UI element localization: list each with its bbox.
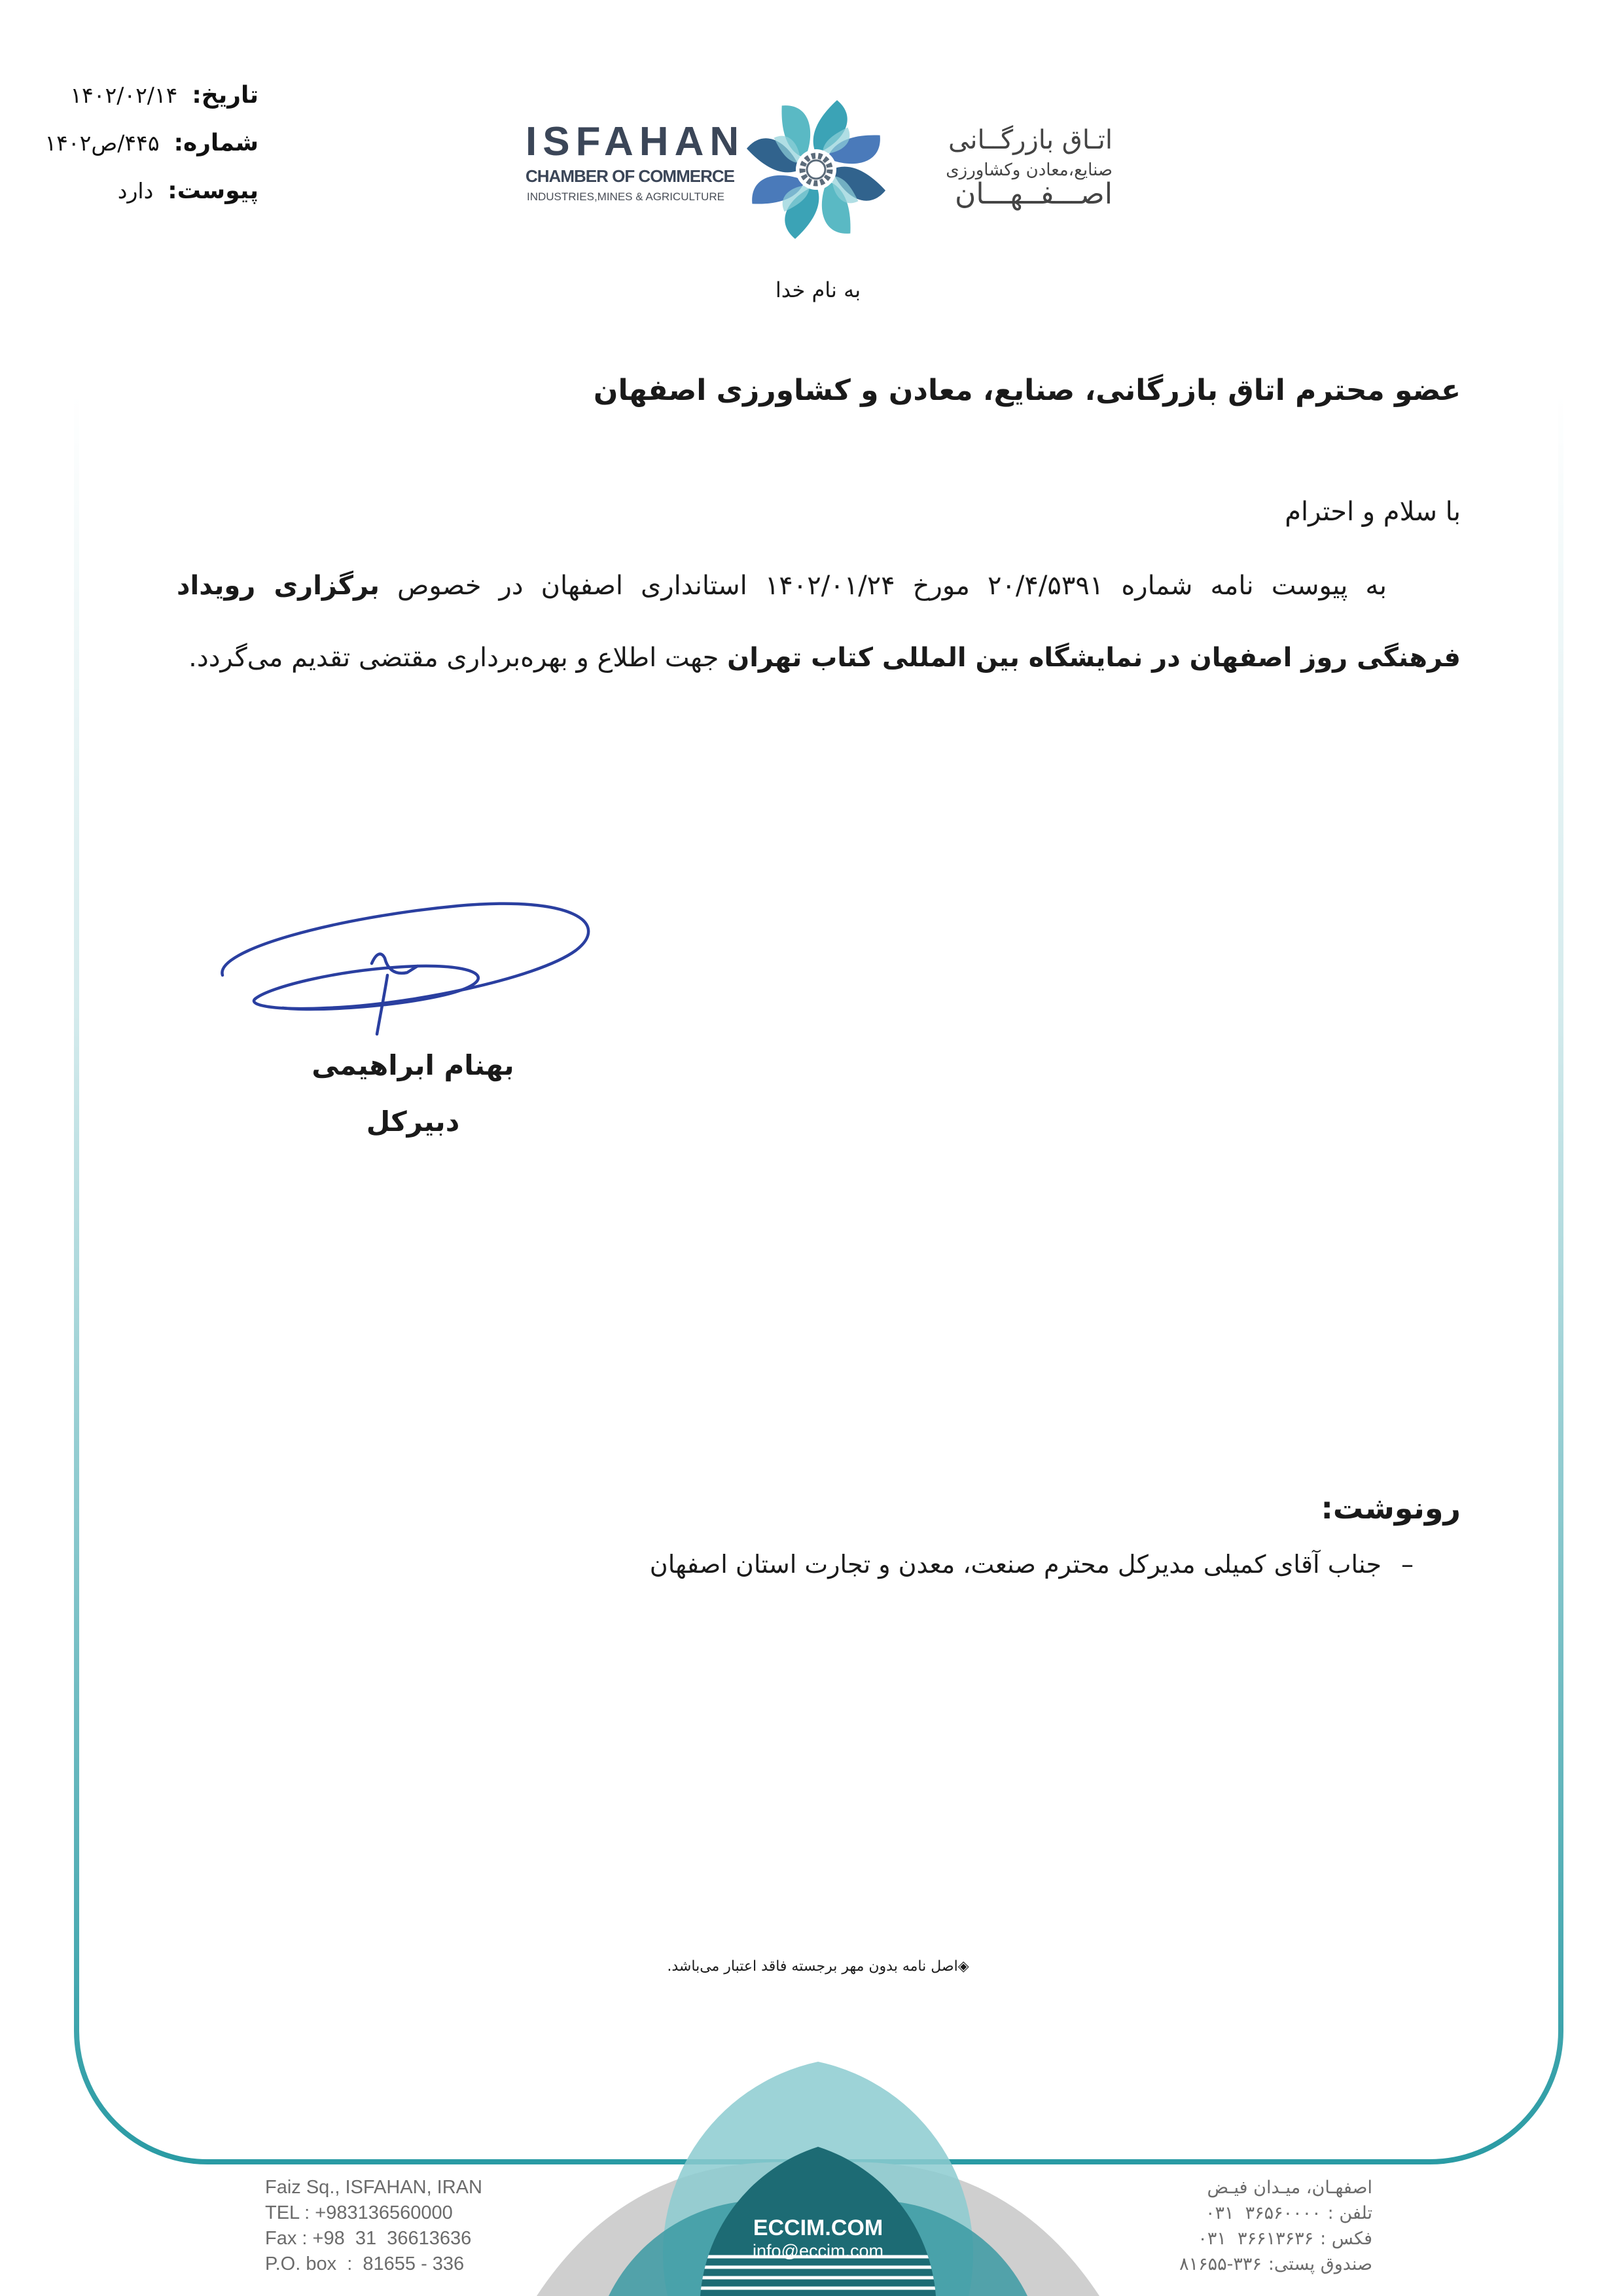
footer-website: ECCIM.COM — [753, 2215, 883, 2240]
footer-fa-phone-row — [1097, 2200, 1372, 2226]
basmala: به نام خدا — [775, 278, 861, 302]
signature-inner-loop — [255, 966, 478, 1009]
attachment-value: دارد — [117, 178, 154, 204]
cc-bullet: – — [1401, 1550, 1414, 1579]
date-label: تاریخ: — [192, 82, 259, 109]
footer-address-fa — [1097, 2175, 1372, 2277]
date-value: ۱۴۰۲/۰۲/۱۴ — [70, 82, 178, 108]
signature-hook — [372, 954, 418, 973]
body-line-2-text: جهت اطلاع و بهره‌برداری مقتضی تقدیم می‌گردد. — [188, 643, 719, 673]
body-line-1-bold: برگزاری رویداد — [177, 571, 380, 601]
addressee: عضو محترم اتاق بازرگانی، صنایع، معادن و کشاورزی اصفهان — [593, 374, 1461, 407]
signature-outer-loop — [222, 904, 588, 1009]
body-line-2-bold: فرهنگی روز اصفهان در نمایشگاه بین المللی کتاب تهران — [727, 643, 1461, 673]
body-line-1-text: به پیوست نامه شماره ۲۰/۴/۵۳۹۱ مورخ ۱۴۰۲/۰۱/۲۴ استانداری اصفهان در خصوص — [397, 571, 1387, 601]
number-value: ۴۴۵/ص۱۴۰۲ — [45, 130, 160, 156]
footer-fa-address: اصفهـان، میـدان فیـض — [1207, 2178, 1372, 2198]
footer-en-tel: TEL : +983136560000 — [265, 2202, 453, 2223]
body-line-1 — [177, 566, 1387, 605]
footer-fa-phone: ۰۳۱ ۳۶۵۶۰۰۰۰ — [1205, 2203, 1321, 2223]
body-line-2 — [158, 638, 1461, 677]
footer-en-address: Faiz Sq., ISFAHAN, IRAN — [265, 2177, 482, 2198]
footer-fa-pobox-row — [1097, 2251, 1372, 2277]
handwritten-signature — [209, 877, 628, 1060]
footer-fa-pobox-label: صندوق پستی: — [1268, 2254, 1372, 2274]
footer-fa-fax: ۰۳۱ ۳۶۶۱۳۶۳۶ — [1198, 2229, 1314, 2249]
footer-fa-phone-label: تلفن : — [1327, 2203, 1372, 2223]
logo-fa-subtitle: صنایع،معادن وکشاورزی — [946, 160, 1113, 180]
greeting: با سلام و احترام — [1285, 497, 1461, 527]
footer-fa-address-row — [1097, 2175, 1372, 2200]
logo-fa-city: اصـــفــهـــان — [955, 177, 1113, 211]
cc-item-text: جناب آقای کمیلی مدیرکل محترم صنعت، معدن و تجارت استان اصفهان — [649, 1550, 1382, 1579]
footer-fa-fax-label: فکس : — [1320, 2229, 1372, 2249]
signer-name: بهنام ابراهیمی — [312, 1049, 514, 1081]
signer-title: دبیرکل — [366, 1105, 460, 1138]
cc-list-item — [650, 1546, 1414, 1583]
footer-fa-fax-row — [1097, 2226, 1372, 2251]
footer-fa-pobox: ۸۱۶۵۵-۳۳۶ — [1179, 2254, 1262, 2274]
attachment-label: پیوست: — [168, 177, 259, 204]
footer-address-en — [265, 2175, 540, 2277]
logo-en-tagline: INDUSTRIES,MINES & AGRICULTURE — [527, 190, 724, 203]
footer-en-fax: Fax : +98 31 36613636 — [265, 2228, 472, 2249]
number-row — [26, 119, 259, 167]
number-label: شماره: — [173, 130, 259, 156]
logo-en-subtitle: CHAMBER OF COMMERCE — [526, 166, 734, 186]
logo-fa-title: اتـاق بازرگــانی — [948, 125, 1113, 155]
gear-hub — [807, 160, 825, 179]
cc-heading: رونوشت: — [1321, 1490, 1461, 1526]
date-row — [26, 71, 259, 119]
chamber-emblem-icon — [744, 98, 888, 242]
seal-validity-note: ◈اصل نامه بدون مهر برجسته فاقد اعتبار می‌باشد. — [667, 1958, 969, 1975]
attachment-row — [26, 167, 259, 215]
footer-email: info@eccim.com — [753, 2241, 883, 2261]
letter-meta — [26, 71, 259, 215]
logo-en-title: ISFAHAN — [526, 119, 745, 164]
footer-en-pobox: P.O. box : 81655 - 336 — [265, 2253, 465, 2274]
